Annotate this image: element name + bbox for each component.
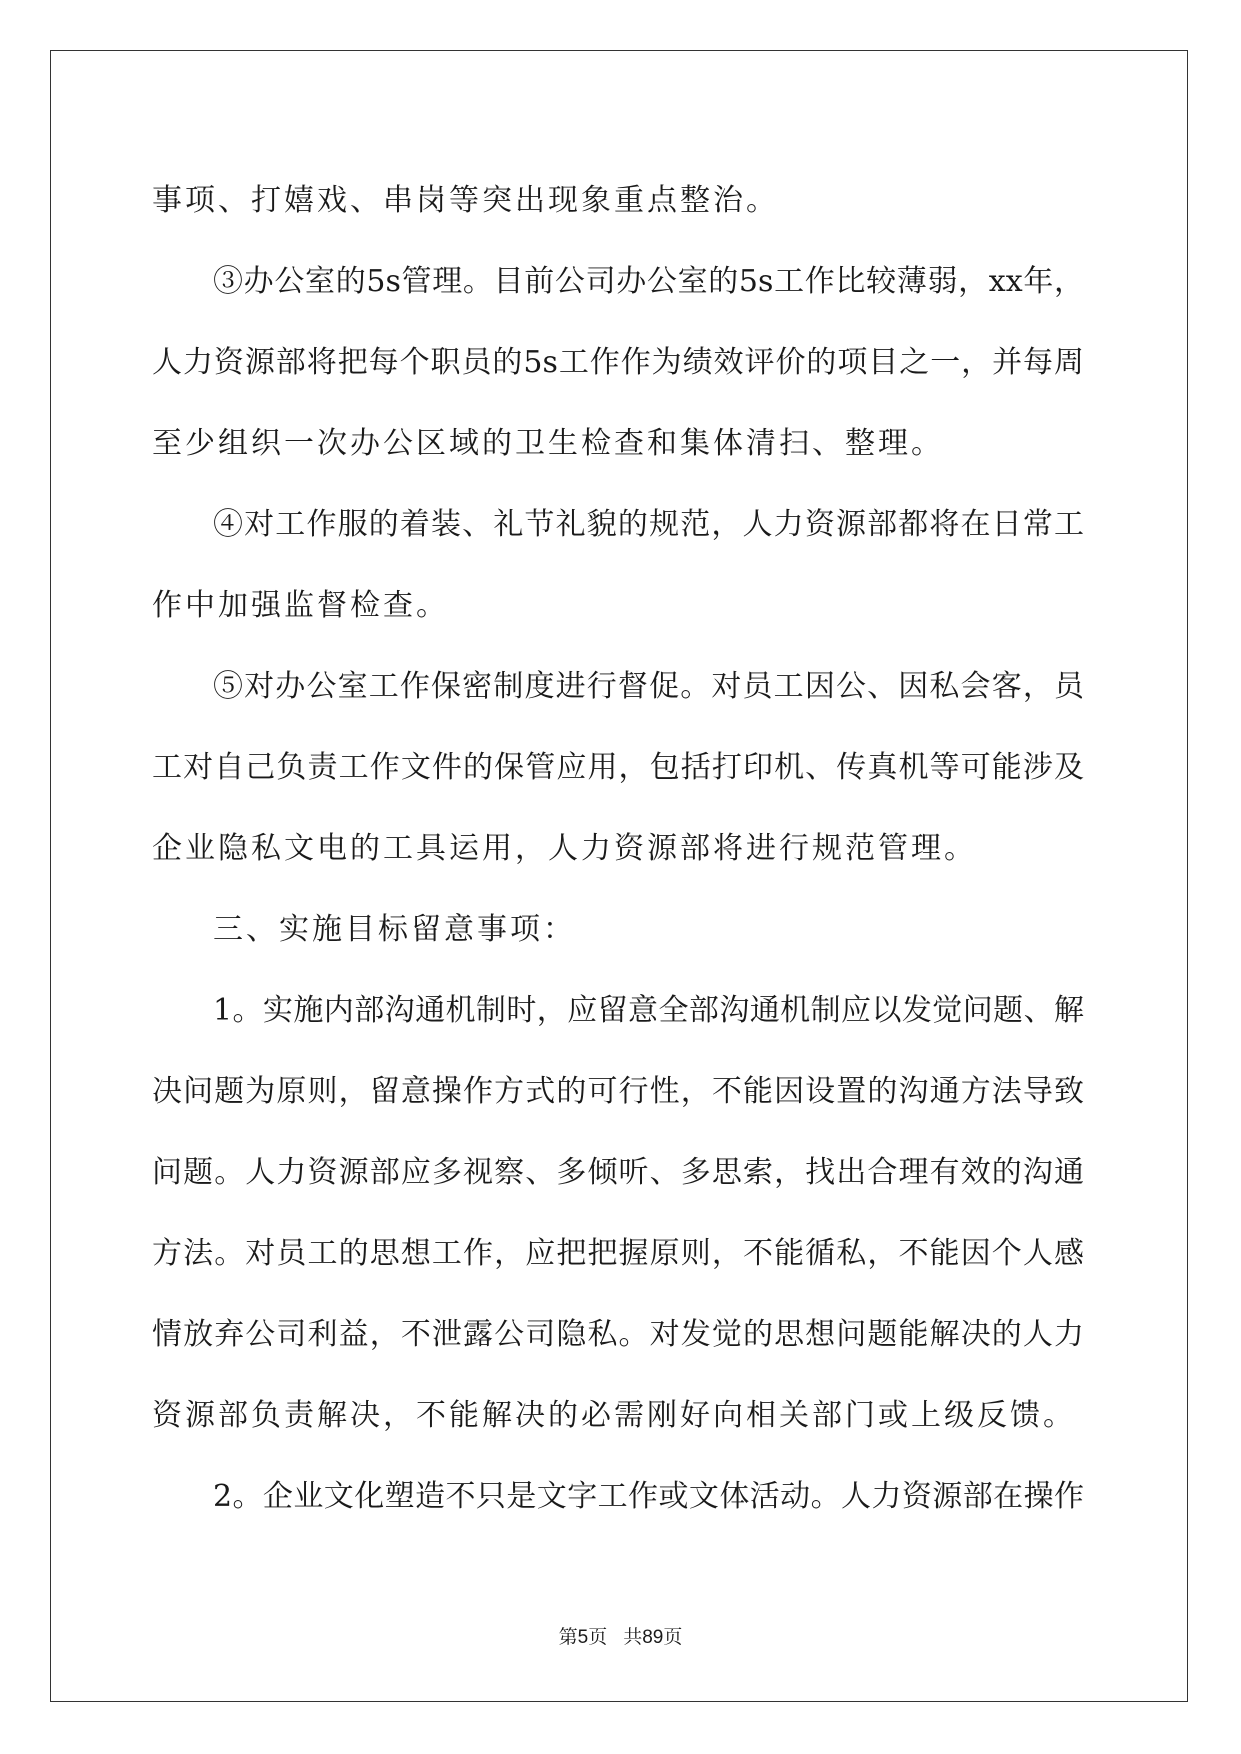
paragraph-line: 方法。对员工的思想工作，应把把握原则，不能循私，不能因个人感 (152, 1236, 1084, 1271)
paragraph-line: 企业隐私文电的工具运用，人力资源部将进行规范管理。 (152, 831, 977, 866)
paragraph-line: ③办公室的5s管理。目前公司办公室的5s工作比较薄弱，xx年， (213, 264, 1084, 299)
paragraph-line: 作中加强监督检查。 (152, 588, 449, 623)
total-prefix: 共 (623, 1626, 643, 1648)
document-body (152, 160, 1084, 1537)
paragraph-line: ④对工作服的着装、礼节礼貌的规范，人力资源部都将在日常工 (213, 507, 1084, 542)
paragraph-line: 人力资源部将把每个职员的5s工作作为绩效评价的项目之一，并每周 (152, 345, 1084, 380)
paragraph-line: 2。企业文化塑造不只是文字工作或文体活动。人力资源部在操作 (213, 1479, 1084, 1514)
paragraph-line: 至少组织一次办公区域的卫生检查和集体清扫、整理。 (152, 426, 944, 461)
paragraph-line: 工对自己负责工作文件的保管应用，包括打印机、传真机等可能涉及 (152, 750, 1084, 785)
total-pages: 89 (642, 1627, 664, 1648)
paragraph-line: 决问题为原则，留意操作方式的可行性，不能因设置的沟通方法导致 (152, 1074, 1084, 1109)
paragraph-line: 资源部负责解决，不能解决的必需刚好向相关部门或上级反馈。 (152, 1398, 1076, 1433)
section-heading: 三、实施目标留意事项： (213, 912, 576, 947)
paragraph-line: ⑤对办公室工作保密制度进行督促。对员工因公、因私会客，员 (213, 669, 1084, 704)
page-suffix: 页 (588, 1626, 608, 1648)
paragraph-line: 情放弃公司利益，不泄露公司隐私。对发觉的思想问题能解决的人力 (152, 1317, 1084, 1352)
paragraph-line: 问题。人力资源部应多视察、多倾听、多思索，找出合理有效的沟通 (152, 1155, 1084, 1190)
page-prefix: 第 (558, 1626, 578, 1648)
page-number: 5 (577, 1627, 589, 1648)
paragraph-line: 1。实施内部沟通机制时，应留意全部沟通机制应以发觉问题、解 (213, 993, 1084, 1028)
page-footer (0, 1625, 1241, 1650)
total-suffix: 页 (663, 1626, 683, 1648)
paragraph-line: 事项、打嬉戏、串岗等突出现象重点整治。 (152, 183, 779, 218)
